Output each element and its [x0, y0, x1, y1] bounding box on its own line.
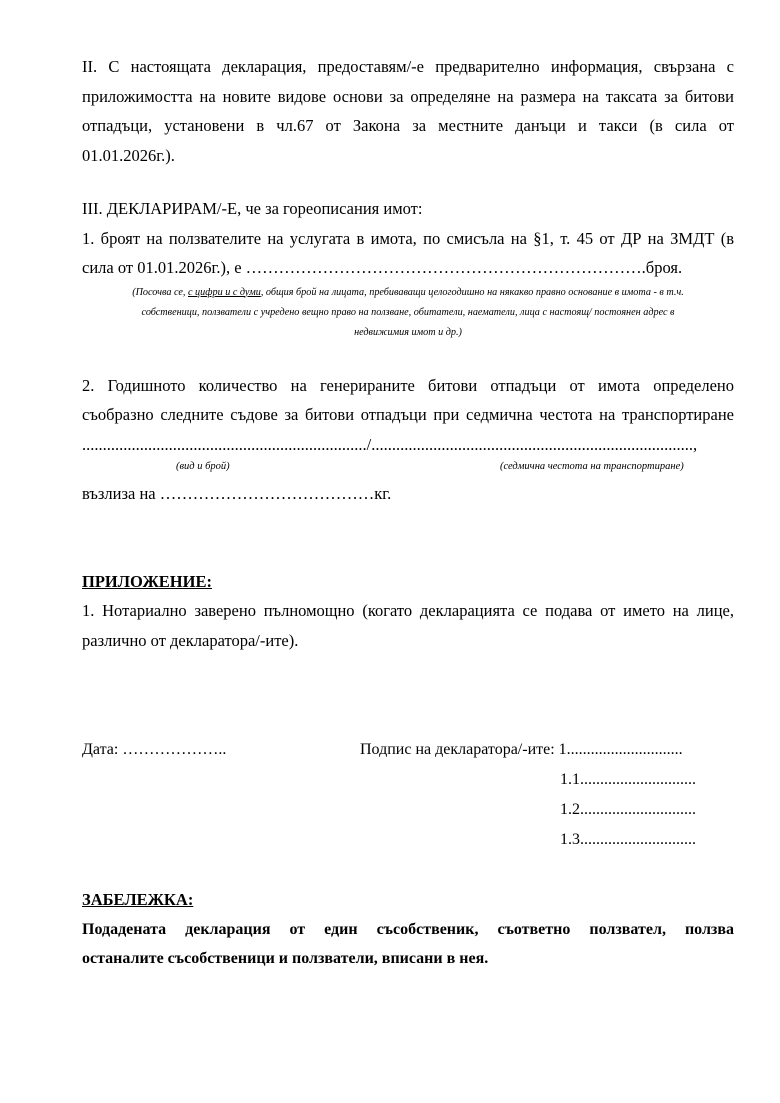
section-2-line-1: II. С настоящата декларация, предоставям/-е предварително информация, свързана с — [82, 57, 734, 76]
note-line-1-rest: , общия брой на лицата, пребиваващи целогодишно на някакво правно основание в имота - в т.ч. — [260, 286, 684, 298]
signature-block — [82, 741, 734, 857]
signature-line-1-3: 1.3............................. — [560, 831, 696, 848]
signature-line-1-1: 1.1............................. — [560, 771, 696, 788]
remark-line-1: Подадената декларация от един съсобственик, съответно ползвател, ползва — [82, 920, 734, 938]
section-2 — [82, 52, 734, 170]
section-2-line-3: отпадъци, установени в чл.67 от Закона за местните данъци и такси (в сила от — [82, 116, 734, 135]
declaration-page — [82, 52, 734, 974]
item-1-line-2: сила от 01.01.2026г.), е ……………………………………………………………….броя. — [82, 258, 683, 277]
declarant-signature: Подпис на декларатора/-ите: 1............................. — [360, 741, 683, 758]
section-3-title: III. ДЕКЛАРИРАМ/-Е, че за гореописания имот: — [82, 199, 423, 218]
date-field: Дата: ……………….. — [82, 741, 227, 758]
remark-line-2: останалите съсобственици и ползватели, вписани в нея. — [82, 950, 489, 967]
section-3 — [82, 194, 734, 509]
attachment-heading: ПРИЛОЖЕНИЕ: — [82, 571, 212, 591]
item-2-captions — [82, 459, 734, 479]
section-2-line-4: 01.01.2026г.). — [82, 145, 175, 165]
caption-frequency: (седмична честота на транспортиране) — [500, 461, 684, 472]
attachment-line-2: различно от декларатора/-ите). — [82, 630, 299, 650]
note-line-1 — [82, 283, 734, 303]
section-2-line-2: приложимостта на новите видове основи за определяне на размера на таксата за битови — [82, 86, 734, 106]
signature-line-1-2: 1.2............................. — [560, 801, 696, 818]
item-2-line-2: съобразно следните съдове за битови отпадъци при седмична честота на транспортиране — [82, 405, 734, 424]
note-line-2: собственици, ползватели с учредено вещно право на ползване, обитатели, наематели, лица с настоящ/ постоянен адрес в — [141, 306, 675, 318]
item-2-fill-line: ...................................................................../.............................................................................., — [82, 434, 698, 454]
item-1-line-1: 1. броят на ползвателите на услугата в имота, по смисъла на §1, т. 45 от ДР на ЗМДТ (в — [82, 228, 734, 248]
caption-type-count: (вид и брой) — [176, 461, 230, 472]
attachment-line-1: 1. Нотариално заверено пълномощно (когато декларацията се подава от името на лице, — [82, 601, 734, 620]
note-prefix: (Посочва се, — [132, 286, 188, 298]
item-2-amount-line: възлиза на …………………………………кг. — [82, 484, 392, 503]
remark-heading: ЗАБЕЛЕЖКА: — [82, 890, 194, 909]
item-2-line-1: 2. Годишното количество на генерираните битови отпадъци от имота определено — [82, 375, 734, 395]
attachment-section — [82, 567, 734, 656]
item-1-note — [82, 283, 734, 343]
note-underlined: с цифри и с думи — [187, 286, 261, 298]
remark-section — [82, 885, 734, 974]
note-line-3: недвижимия имот и др.) — [354, 326, 462, 338]
